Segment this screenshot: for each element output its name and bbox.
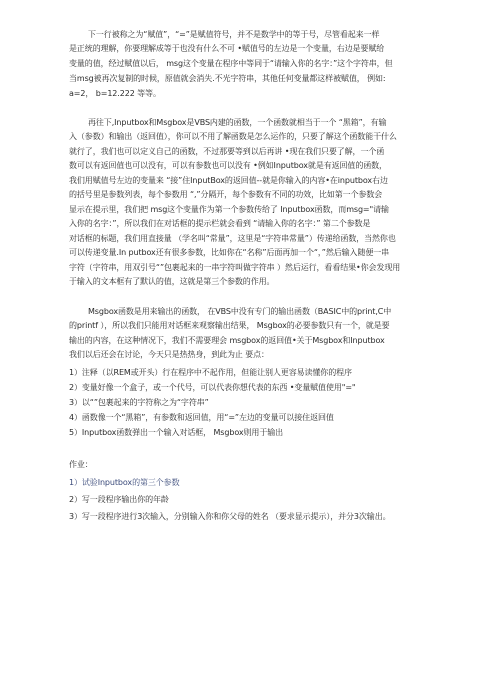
- text-line: 我们用赋值号左边的变量来 “接”住InputBox的返回值--就是你输入的内容•在inputbox右边: [69, 176, 388, 185]
- text-line: 就行了，我们也可以定义自己的函数，不过那要等到以后再讲 •现在我们只要了解，一个函: [69, 147, 385, 156]
- text-line: 的括号里是参数列表，每个参数用 “,”分隔开，每个参数有不同的功效，比如第一个参数会: [69, 190, 383, 199]
- point-item: 4）函数像一个“黑箱”，有参数和返回值，用“=”左边的变量可以接住返回值: [69, 413, 334, 422]
- text-line: 显示在提示里，我们把 msg这个变量作为第一个参数传给了 Inputbox函数，而msg="请输: [69, 205, 389, 214]
- text-line: 对话框的标题，我们用直接量 （学名叫“常量”，这里是“字符串常量”）传递给函数，当然你也: [69, 234, 396, 243]
- text-line: 变量的值，经过赋值以后， msg这个变量在程序中等同于“请输入你的名字：”这个字符串，但: [69, 59, 393, 68]
- text-line: 当msg被再次复制的时候，原值就会消失.不光字符串，其他任何变量都这样被赋值， 例如:: [69, 74, 386, 83]
- point-item: 3）以“”包裹起来的字符称之为“字符串”: [69, 398, 209, 407]
- text-line: a=2， b=12.222 等等。: [69, 89, 161, 98]
- text-line: 输出的内容，在这种情况下，我们不需要理会 msgbox的返回值•关于Msgbox和Inputbox: [69, 336, 385, 345]
- text-line: 入（参数）和输出（返回值），你可以不用了解函数是怎么运作的，只要了解这个函数能干什么: [69, 132, 397, 141]
- text-line: 入你的名字：”，所以我们在对话框的提示栏就会看到 “请输入你的名字：” 第二个参数是: [69, 219, 371, 228]
- text-line: Msgbox函数是用来输出的函数， 在VBS中没有专门的输出函数（BASIC中的print,C中: [88, 307, 392, 316]
- homework-item: 2）写一段程序输出你的年龄: [69, 495, 169, 504]
- text-line: 我们以后还会在讨论，今天只是热热身，到此为止 要点：: [69, 350, 269, 359]
- text-line: 于输入的文本框有了默认的值，这就是第三个参数的作用。: [69, 277, 275, 286]
- text-line: 的printf ），所以我们只能用对话框来观察输出结果， Msgbox的必要参数只有一个，就是要: [69, 321, 390, 330]
- homework-title: 作业：: [69, 460, 93, 469]
- point-item: 1）注释（以REM或开头）行在程序中不起作用，但能让别人更容易读懂你的程序: [69, 368, 352, 377]
- homework-item: 1）试验Inputbox的第三个参数: [69, 478, 180, 487]
- point-item: 5）Inputbox函数弹出一个输入对话框， Msgbox则用于输出: [69, 428, 284, 437]
- text-line: 再往下,Inputbox和Msgbox是VBS内建的函数，一个函数就相当于一个 “黑箱”，有输: [88, 118, 387, 127]
- text-line: 下一行被称之为“赋值”，“=”是赋值符号，并不是数学中的等于号，尽管看起来一样: [88, 30, 380, 39]
- text-line: 数可以有返回值也可以没有，可以有参数也可以没有 •例如Inputbox就是有返回值的函数，: [69, 161, 387, 170]
- text-line: 是正统的理解，你要理解成等于也没有什么不可 •赋值号的左边是一个变量，右边是要赋给: [69, 44, 385, 53]
- homework-item: 3）写一段程序进行3次输入，分别输入你和你父母的姓名 （要求显示提示），并分3次输出。: [69, 512, 391, 521]
- text-line: 可以传递变量.In putbox还有很多参数，比如你在“名称”后面再加一个“，”然后输入随便一串: [69, 248, 390, 257]
- text-line: 字符（字符串，用双引号“”包裹起来的一串字符叫做字符串 ）然后运行，看看结果•你会发现用: [69, 263, 401, 272]
- point-item: 2）变量好像一个盒子，或一个代号，可以代表你想代表的东西 •变量赋值使用"=": [69, 383, 356, 392]
